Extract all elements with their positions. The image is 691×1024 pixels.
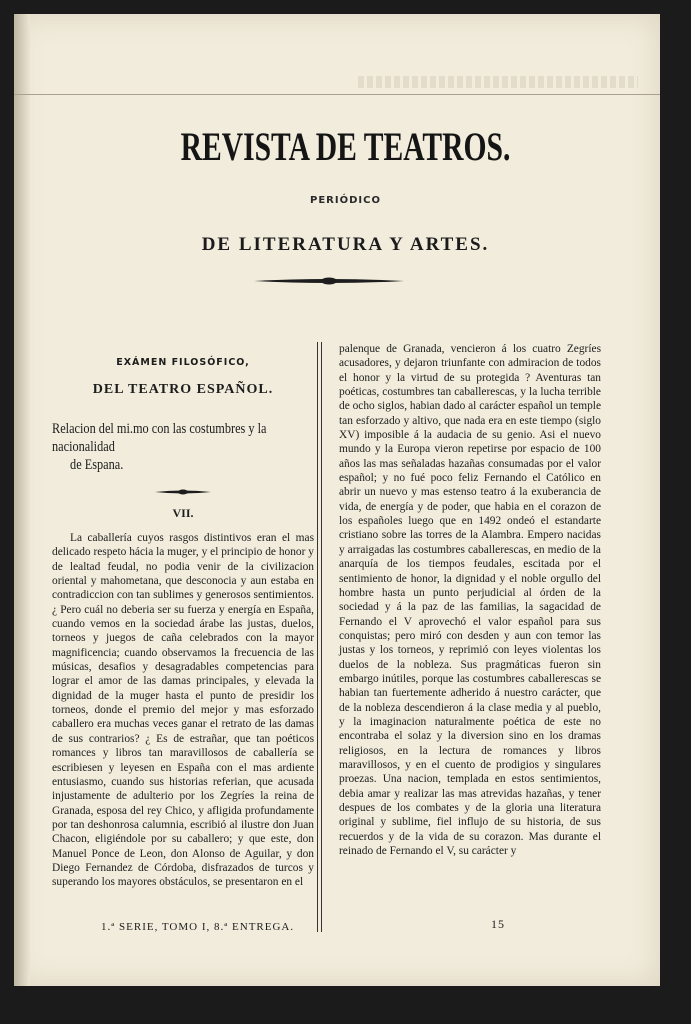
left-paragraph: La caballería cuyos rasgos distintivos eran el mas delicado respeto hácia la muger, y el principio de honor y de lealtad feudal, no podia venir de la civilizacion oriental y mahometana, que desconocia y aun estaba en contradiccion con tan sublimes y generosos sentimientos. ¿ Pero cuál no deberia ser su fuerza y energía en España, cuando vemos en la sociedad árabe las justas, duelos, torneos y juegos de caña celebrados con la mayor magnificencia; cuando observamos la frecuencia de las músicas, desafios y desagradables competencias para lograr el amor de las damas principales, y elevada la dignidad de la muger hasta el punto de presidir los torneos, donde el premio del mejor y mas esforzado caballero era muchas veces ganar el retrato de las damas de sus contrarios? ¿ Es de estrañar, que tan poéticos romances y libros tan maravillosos de caballería se escribiesen y leyesen en España con el mas ardiente entusiasmo, cuando sus historias referian, que acusada injustamente de adulterio por los Zegríes la reina de Granada, esposa del rey Chico, y afligida profundamente por tan deshonrosa calumnia, escribió al ilustre don Juan Chacon, eligiéndole por su caballero; y que este, don Manuel Ponce de Leon, don Alonso de Aguilar, y don Diego Fernandez de Córdoba, disfrazados de turcos y superando los mayores obstáculos, se presentaron en el — [52, 532, 314, 889]
section-ornament — [155, 488, 211, 496]
left-column — [52, 345, 314, 890]
section-number: VII. — [172, 506, 194, 520]
page-footer — [101, 917, 601, 933]
right-column — [339, 342, 601, 858]
header-rule — [14, 94, 660, 95]
right-paragraph: palenque de Granada, vencieron á los cuatro Zegríes acusadores, y dejaron triunfante con admiracion de todos el honor y la virtud de su protegida ? Aventuras tan poéticas, costumbres tan caballerescas, y la lucha terrible de ocho siglos, habian dado al carácter español un temple tan esforzado y altivo, que nada era en este tiempo (siglo XV) imposible á la audacia de su genio. Asi el nuevo mundo y la Europa vieron repetirse por espacio de 100 años las mas señaladas hazañas consumadas por el valor español; y no fué poco feliz Fernando el Católico en abrir un nuevo y mas estenso teatro á la exuberancia de vida, de energía y de poder, que habia en el corazon de los españoles luego que en 1492 ondeó el estandarte cristiano sobre las torres de la Alambra. Empero nacidas y arraigadas las costumbres caballerescas, en medio de la anarquía de los tiempos feudales, escitada por el sentimiento de honor, la dignidad y el noble orgullo del hombre hasta un punto perjudicial al órden de la sociedad y á la paz de las familias, la sagacidad de Fernando el V aprovechó el valor español para sus conquistas; pero miró con desden y aun con temor las justas y los torneos, y reprimió con leyes violentas los duelos de la nobleza. Sus pragmáticas fueron sin embargo inútiles, porque las costumbres caballerescas se habian tan fuertemente adherido á nuestro carácter, que de la nobleza descendieron á la clase media y al pueblo, y la imaginacion naturalmente poética de este no encontraba el solaz y la diversion sino en los dramas religiosos, en la lectura de romances y libros maravillosos, y en el cuento de prodigios y singulares proezas. Una nacion, templada en estos sentimientos, debia amar y realizar las mas atrevidas hazañas, y tener despues de los combates y de la gloria una literatura original y sublime, fiel influjo de su historia, de sus recuerdos y de la vida de su corazon. Mas durante el reinado de Fernando el V, su carácter y — [339, 343, 601, 858]
title-flourish — [254, 275, 404, 287]
journal-subtitle: PERIÓDICO — [310, 195, 381, 206]
series-info: 1.ª SERIE, TOMO I, 8.ª ENTREGA. — [101, 921, 295, 933]
article-heading-1: EXÁMEN FILOSÓFICO, — [116, 357, 250, 368]
journal-subtitle-2: DE LITERATURA Y ARTES. — [201, 234, 490, 255]
article-subheading-line-1: Relacion del mi.mo con las costumbres y la nacionalidad — [52, 421, 267, 455]
page-number: 15 — [491, 917, 505, 931]
bleed-through-text — [358, 76, 638, 88]
page-gutter — [14, 14, 30, 986]
journal-title: REVISTA DE TEATROS. — [180, 124, 511, 169]
article-heading-2: DEL TEATRO ESPAÑOL. — [92, 382, 274, 397]
article-subheading-line-2: de Espana. — [70, 457, 124, 473]
left-column-text — [52, 531, 314, 890]
article-subheading — [52, 420, 314, 474]
column-rule — [317, 342, 322, 932]
right-column-text — [339, 342, 601, 858]
